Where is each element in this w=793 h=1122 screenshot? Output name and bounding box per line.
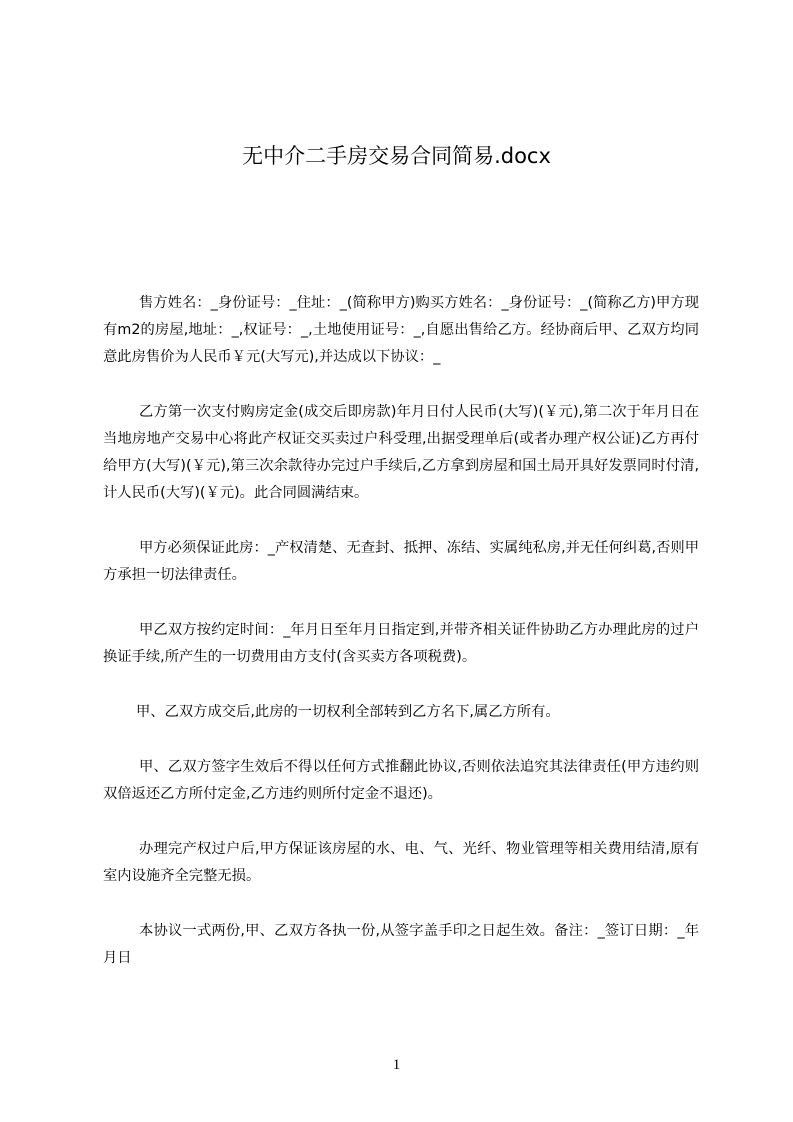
document-title: 无中介二手房交易合同简易.docx	[242, 144, 551, 168]
paragraph-ownership: 甲、乙双方成交后,此房的一切权利全部转到乙方名下,属乙方所有。	[136, 704, 560, 720]
paragraph-transfer-time: 甲乙双方按约定时间：_年月日至年月日指定到,并带齐相关证件协助乙方办理此房的过户换证手续,所产生的一切费用由方支付(含买卖方各项税费)。	[103, 622, 699, 665]
paragraph-payment: 乙方第一次支付购房定金(成交后即房款)年月日付人民币(大写)(￥元),第二次于年月日在当地房地产交易中心将此产权证交买卖过户科受理,出据受理单后(或者办理产权公证)乙方再付给甲方(大写)(￥元),第三次余款待办完过户手续后,乙方拿到房屋和国土局开具好发票同时付清,计人民币(大写)(￥元)。此合同圆满结束。	[103, 404, 699, 501]
document-body	[103, 290, 699, 1000]
page-number: 1	[392, 1057, 401, 1073]
paragraph-copies: 本协议一式两份,甲、乙双方各执一份,从签字盖手印之日起生效。备注：_签订日期：_年月日	[103, 923, 699, 966]
paragraph-seller-guarantee: 甲方必须保证此房：_产权清楚、无查封、抵押、冻结、实属纯私房,并无任何纠葛,否则甲方承担一切法律责任。	[103, 540, 699, 583]
paragraph-parties: 售方姓名：_身份证号：_住址：_(简称甲方)购买方姓名：_身份证号：_(简称乙方)甲方现有m2的房屋,地址：_,权证号：_,土地使用证号：_,自愿出售给乙方。经协商后甲、乙双方均同意此房售价为人民币￥元(大写元),并达成以下协议：_	[103, 295, 699, 365]
paragraph-utilities: 办理完产权过户后,甲方保证该房屋的水、电、气、光纤、物业管理等相关费用结清,原有室内设施齐全完整无损。	[103, 841, 699, 884]
paragraph-breach: 甲、乙双方签字生效后不得以任何方式推翻此协议,否则依法追究其法律责任(甲方违约则双倍返还乙方所付定金,乙方违约则所付定金不退还)。	[103, 759, 699, 802]
